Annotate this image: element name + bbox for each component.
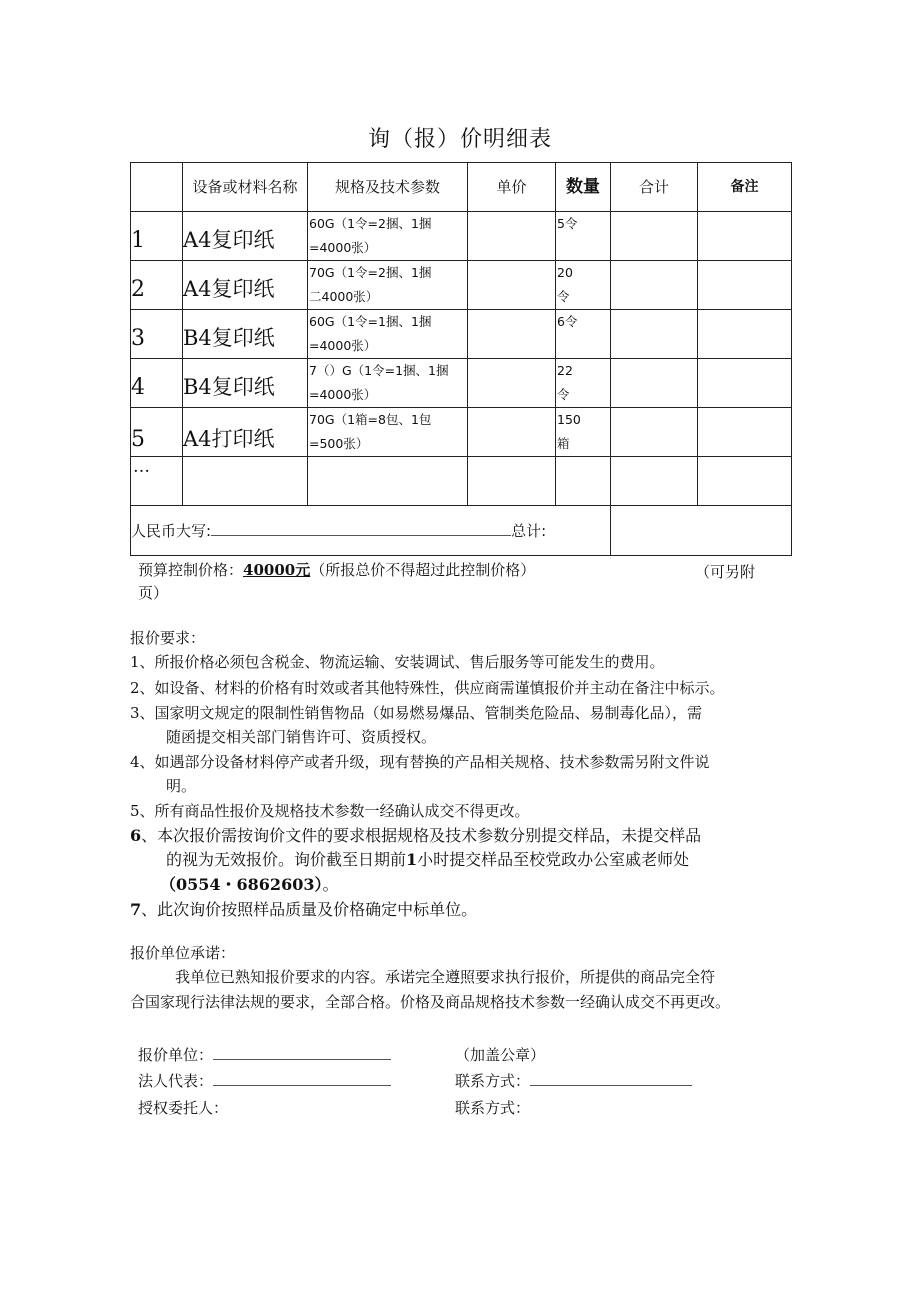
signature-legal [138,1070,391,1092]
table-header-row [131,163,792,212]
spec-line-2: =500张） [309,436,369,451]
rmb-label: 人民币大写: [131,522,212,540]
price-cell [468,261,556,310]
signature-contact-1 [455,1070,692,1092]
requirement-4-cont: 明。 [166,777,197,795]
phone-number: （0554・6862603） [160,875,323,894]
agent-label: 授权委托人： [138,1099,229,1117]
header-total: 合计 [611,163,698,212]
table-row [131,261,792,310]
note-cell [698,359,792,408]
spec-line-2: 二4000张） [309,289,379,304]
qty-value: 22令 [557,363,573,402]
requirement-3-cont: 随函提交相关部门销售许可、资质授权。 [166,728,437,746]
note-cell [698,212,792,261]
total-cell [611,359,698,408]
spec-line-1: 60G（1令=2捆、1捆 [309,216,432,231]
header-note: 备注 [698,163,792,212]
contact-label-1: 联系方式： [455,1072,531,1090]
attach-note-end: 页） [138,584,169,602]
requirement-7 [130,899,477,921]
contact-label-2: 联系方式： [455,1099,531,1117]
row-number: 1 [131,227,145,253]
promise-line-2: 合国家现行法律法规的要求，全部合格。价格及商品规格技术参数一经确认成交不再更改。 [130,993,731,1011]
requirement-2: 2、如设备、材料的价格有时效或者其他特殊性，供应商需谨慎报价并主动在备注中标示。 [130,679,725,697]
total-cell [611,408,698,457]
spec-line-1: 70G（1箱=8包、1包 [309,412,432,427]
price-cell [468,408,556,457]
page-title: 询（报）价明细表 [367,127,552,152]
budget-amount: 40000元 [243,561,311,579]
row-number: 3 [131,325,145,351]
table-row [131,212,792,261]
total-label: 总计: [511,522,547,540]
item-name: A4复印纸 [183,277,275,301]
header-qty: 数量 [556,163,611,212]
header-no [131,163,183,212]
promise-heading: 报价单位承诺： [130,944,236,962]
table-row [131,310,792,359]
requirements-heading: 报价要求： [130,629,206,647]
grand-total-cell [611,506,792,556]
rmb-line [211,521,511,536]
requirement-6-number: 6 [130,826,142,845]
quote-table [130,162,792,556]
attach-note: （可另附 [695,563,756,581]
promise-line-1: 我单位已熟知报价要求的内容。承诺完全遵照要求执行报价，所提供的商品完全符 [175,968,716,986]
table-row [131,408,792,457]
total-row [131,506,792,556]
note-cell [698,261,792,310]
legal-field[interactable] [213,1071,391,1086]
legal-label: 法人代表： [138,1072,214,1090]
qty-value: 5令 [557,216,578,231]
header-spec: 规格及技术参数 [308,163,468,212]
header-name: 设备或材料名称 [183,163,308,212]
budget-line [138,559,535,581]
item-name: A4打印纸 [183,427,275,451]
price-cell [468,212,556,261]
total-cell [611,212,698,261]
requirement-6-cont [166,849,689,871]
qty-value: 6令 [557,314,578,329]
budget-note: （所报总价不得超过此控制价格） [310,561,536,579]
price-cell [468,310,556,359]
item-name: A4复印纸 [183,228,275,252]
spec-line-2: =4000张） [309,387,377,402]
spec-line-1: 7（）G（1令=1捆、1捆 [309,363,449,378]
spec-line-2: =4000张） [309,240,377,255]
header-price: 单价 [468,163,556,212]
row-number: 2 [131,276,145,302]
requirement-6-text-a: 的视为无效报价。询价截至日期前 [166,850,407,869]
table-row-ellipsis [131,457,792,506]
spec-line-2: =4000张） [309,338,377,353]
requirement-7-text: 、此次询价按照样品质量及价格确定中标单位。 [141,900,478,919]
requirement-6-end: 。 [322,875,339,894]
row-number: 4 [131,374,145,400]
qty-value: 150箱 [557,412,581,451]
ellipsis-cell: … [131,457,183,506]
unit-field[interactable] [213,1045,391,1060]
requirement-6-text: 、本次报价需按询价文件的要求根据规格及技术参数分别提交样品，未提交样品 [141,826,702,845]
note-cell [698,408,792,457]
price-cell [468,359,556,408]
signature-unit [138,1044,391,1066]
total-cell [611,310,698,359]
requirement-6-hours: 1 [406,850,418,869]
spec-line-1: 70G（1令=2捆、1捆 [309,265,432,280]
requirement-6-text-b: 小时提交样品至校党政办公室戚老师处 [417,850,690,869]
requirement-1: 1、所报价格必须包含税金、物流运输、安装调试、售后服务等可能发生的费用。 [130,653,665,671]
contact-field-1[interactable] [530,1071,692,1086]
unit-label: 报价单位： [138,1046,214,1064]
requirement-5: 5、所有商品性报价及规格技术参数一经确认成交不得更改。 [130,802,530,820]
spec-line-1: 60G（1令=1捆、1捆 [309,314,432,329]
requirement-6-phone-line [160,874,338,896]
budget-label: 预算控制价格： [138,561,244,579]
seal-note: （加盖公章） [455,1046,546,1064]
note-cell [698,310,792,359]
row-number: 5 [131,426,145,452]
requirement-4: 4、如遇部分设备材料停产或者升级，现有替换的产品相关规格、技术参数需另附文件说 [130,753,710,771]
item-name: B4复印纸 [183,375,275,399]
requirement-3: 3、国家明文规定的限制性销售物品（如易燃易爆品、管制类危险品、易制毒化品），需 [130,704,703,722]
total-cell [611,261,698,310]
item-name: B4复印纸 [183,326,275,350]
qty-value: 20令 [557,265,573,304]
table-row [131,359,792,408]
requirement-7-number: 7 [130,900,142,919]
requirement-6 [130,825,701,847]
